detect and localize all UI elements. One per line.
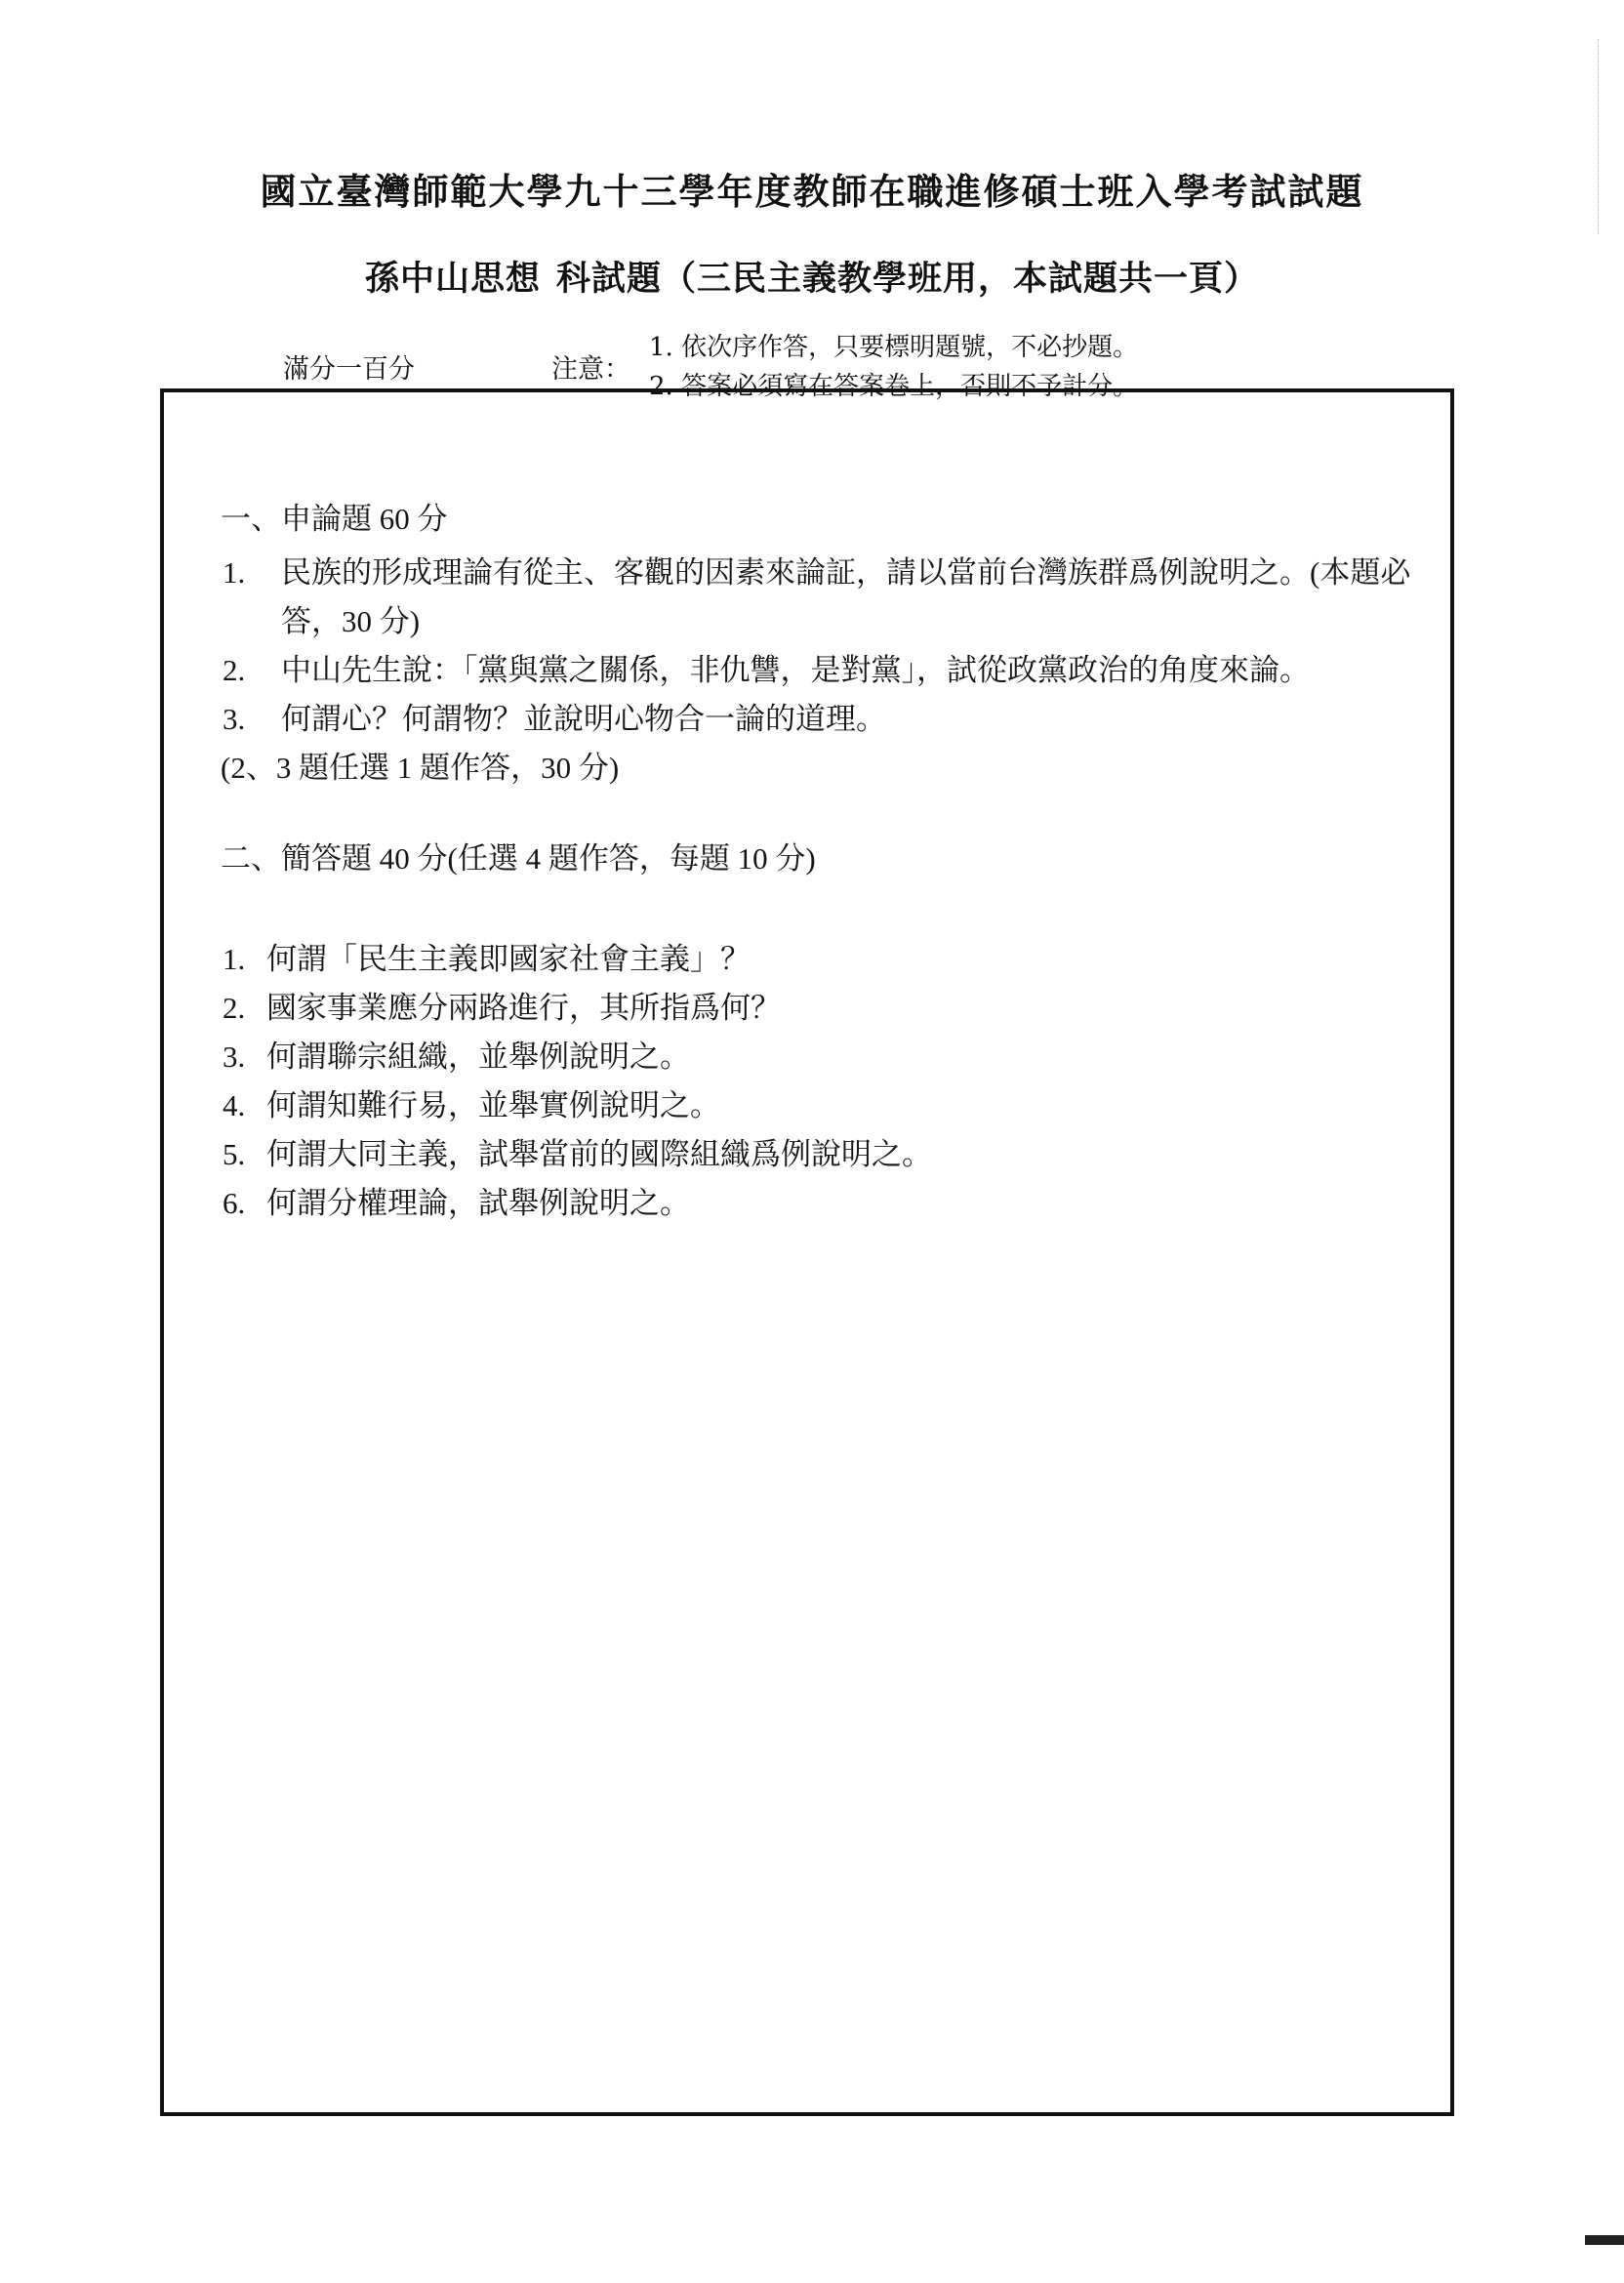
section2-heading: 二、簡答題 40 分(任選 4 題作答，每題 10 分) (221, 841, 816, 876)
question-text: 何謂心？何謂物？並說明心物合一論的道理。 (281, 702, 886, 736)
question-text: 何謂「民生主義即國家社會主義」？ (266, 942, 751, 976)
exam-title: 國立臺灣師範大學九十三學年度教師在職進修碩士班入學考試試題 (260, 170, 1364, 213)
question-text: 民族的形成理論有從主、客觀的因素來論証，請以當前台灣族群爲例說明之。(本題必答，30 分) (281, 555, 1411, 638)
notice-item: 2. 答案必須寫在答案卷上，否則不予計分。 (649, 372, 1139, 401)
notice-label: 注意： (551, 354, 630, 385)
short-answer-item (221, 1130, 1411, 1179)
question-number: 5. (223, 1137, 246, 1171)
question-number: 1. (223, 555, 246, 590)
question-number: 2. (223, 653, 246, 687)
short-answer-item (221, 1033, 1411, 1081)
question-text: 何謂聯宗組織，並舉例說明之。 (266, 1040, 690, 1074)
question-item (221, 695, 1411, 744)
question-text: 何謂知難行易，並舉實例說明之。 (266, 1088, 720, 1122)
question-number: 6. (223, 1186, 246, 1220)
question-item (221, 549, 1411, 646)
question-text: 國家事業應分兩路進行，其所指爲何？ (266, 991, 781, 1025)
section1-note: (2、3 題任選 1 題作答，30 分) (221, 751, 620, 785)
exam-subtitle (0, 252, 1624, 301)
question-number: 1. (223, 942, 246, 976)
question-number: 4. (223, 1088, 246, 1122)
notice-item: 1. 依次序作答，只要標明題號，不必抄題。 (649, 333, 1139, 362)
question-text: 中山先生說：「黨與黨之關係，非仇讐，是對黨」，試從政黨政治的角度來論。 (281, 653, 1310, 687)
scan-mark (1585, 2235, 1624, 2245)
short-answer-item (221, 1081, 1411, 1130)
question-text: 何謂分權理論，試舉例說明之。 (266, 1186, 690, 1220)
exam-content (221, 500, 1411, 1228)
question-number: 3. (223, 1040, 246, 1074)
short-answer-item (221, 984, 1411, 1033)
short-answer-item (221, 1179, 1411, 1228)
section1-heading: 一、申論題 60 分 (221, 502, 448, 536)
question-number: 2. (223, 991, 246, 1025)
subject-name: 孫中山思想 (364, 259, 541, 299)
full-score: 滿分一百分 (283, 354, 415, 385)
subtitle-rest: 科試題（三民主義教學班用，本試題共一頁） (556, 259, 1260, 299)
short-answer-item (221, 935, 1411, 984)
question-item (221, 646, 1411, 695)
question-number: 3. (223, 702, 246, 736)
question-text: 何謂大同主義，試舉當前的國際組織爲例說明之。 (266, 1137, 932, 1171)
